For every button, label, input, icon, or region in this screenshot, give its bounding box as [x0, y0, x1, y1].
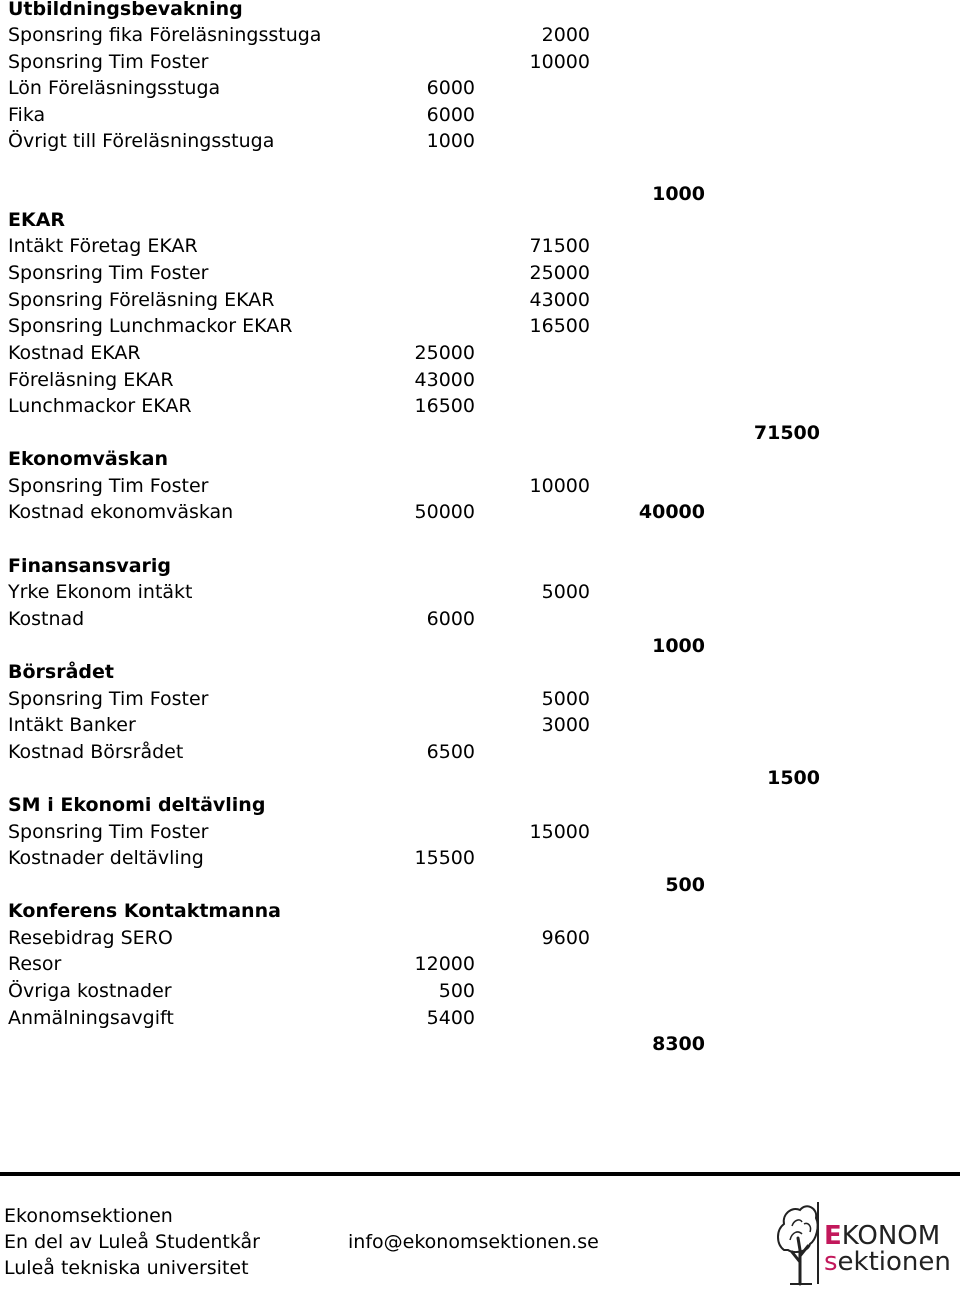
cost-value: 6000: [426, 608, 475, 630]
section-heading: [0, 446, 960, 472]
row-label: Sponsring Lunchmackor EKAR: [8, 315, 293, 337]
section-title-finansansvarig: Finansansvarig: [8, 555, 172, 577]
section-title-konferens: Konferens Kontaktmanna: [8, 900, 281, 922]
cost-value: 6000: [426, 77, 475, 99]
cost-value: 6500: [426, 741, 475, 763]
ledger-row: [0, 845, 960, 871]
footer-divider: [0, 1172, 960, 1176]
section-title-ekar: EKAR: [8, 209, 66, 231]
row-label: Yrke Ekonom intäkt: [8, 581, 193, 603]
cost-value: 43000: [414, 369, 475, 391]
ledger-row: [0, 75, 960, 101]
cost-value: 1000: [426, 130, 475, 152]
row-label: Lunchmackor EKAR: [8, 395, 192, 417]
income-value: 15000: [529, 821, 590, 843]
row-label: Sponsring fika Föreläsningsstuga: [8, 24, 322, 46]
ledger-row: [0, 606, 960, 632]
row-label: Kostnader deltävling: [8, 847, 204, 869]
cost-value: 12000: [414, 953, 475, 975]
result-ekonomvaskan: 40000: [638, 501, 705, 523]
ledger-row: [0, 49, 960, 75]
ledger-row: [0, 819, 960, 845]
row-label: Intäkt Företag EKAR: [8, 235, 198, 257]
ledger-row: [0, 499, 960, 525]
row-label: Sponsring Tim Foster: [8, 262, 209, 284]
ledger-row: [0, 128, 960, 154]
footer-org-name: Ekonomsektionen: [4, 1205, 173, 1227]
result-utbildning: 1000: [652, 183, 705, 205]
section-result-row: [0, 1031, 960, 1057]
ledger-row: [0, 712, 960, 738]
section-heading: [0, 553, 960, 579]
section-title-borsradet: Börsrådet: [8, 661, 114, 683]
footer-university: Luleå tekniska universitet: [4, 1257, 249, 1279]
ledger-row: [0, 287, 960, 313]
ledger-row: [0, 260, 960, 286]
row-label: Sponsring Föreläsning EKAR: [8, 289, 275, 311]
ledger-row: [0, 367, 960, 393]
row-label: Kostnad Börsrådet: [8, 741, 184, 763]
ledger-row: [0, 102, 960, 128]
footer-part-of: En del av Luleå Studentkår: [4, 1231, 260, 1253]
income-value: 10000: [529, 51, 590, 73]
section-title-ekonomvaskan: Ekonomväskan: [8, 448, 169, 470]
ledger-row: [0, 22, 960, 48]
ledger-row: [0, 340, 960, 366]
section-heading: [0, 207, 960, 233]
ledger-row: [0, 1005, 960, 1031]
income-value: 9600: [541, 927, 590, 949]
cost-value: 25000: [414, 342, 475, 364]
ledger-row: [0, 739, 960, 765]
row-label: Resor: [8, 953, 62, 975]
row-label: Sponsring Tim Foster: [8, 475, 209, 497]
section-heading: [0, 659, 960, 685]
row-label: Kostnad ekonomväskan: [8, 501, 234, 523]
ledger-row: [0, 313, 960, 339]
row-label: Sponsring Tim Foster: [8, 688, 209, 710]
result-borsradet: 1500: [767, 767, 820, 789]
income-value: 16500: [529, 315, 590, 337]
footer-email-link[interactable]: info@ekonomsektionen.se: [348, 1231, 599, 1253]
ledger-row: [0, 393, 960, 419]
row-label: Sponsring Tim Foster: [8, 821, 209, 843]
section-result-row: [0, 765, 960, 791]
result-sm: 500: [665, 874, 705, 896]
ledger-row: [0, 579, 960, 605]
row-label: Lön Föreläsningsstuga: [8, 77, 221, 99]
row-label: Övrigt till Föreläsningsstuga: [8, 130, 275, 152]
income-value: 5000: [541, 688, 590, 710]
row-label: Sponsring Tim Foster: [8, 51, 209, 73]
income-value: 3000: [541, 714, 590, 736]
ekonomsektionen-logo: [770, 1200, 950, 1286]
result-konferens: 8300: [652, 1033, 705, 1055]
row-label: Fika: [8, 104, 46, 126]
income-value: 25000: [529, 262, 590, 284]
section-result-row: [0, 420, 960, 446]
section-result-row: [0, 181, 960, 207]
ledger-row: [0, 473, 960, 499]
result-ekar: 71500: [753, 422, 820, 444]
cost-value: 50000: [414, 501, 475, 523]
section-title-utbildning: Utbildningsbevakning: [8, 0, 243, 20]
row-label: Kostnad EKAR: [8, 342, 141, 364]
row-label: Föreläsning EKAR: [8, 369, 174, 391]
ledger-row: [0, 951, 960, 977]
income-value: 71500: [529, 235, 590, 257]
section-title-sm: SM i Ekonomi deltävling: [8, 794, 266, 816]
ledger-row: [0, 978, 960, 1004]
cost-value: 16500: [414, 395, 475, 417]
ledger-row: [0, 925, 960, 951]
section-heading: [0, 0, 960, 22]
row-label: Kostnad: [8, 608, 85, 630]
cost-value: 15500: [414, 847, 475, 869]
row-label: Anmälningsavgift: [8, 1007, 174, 1029]
result-finansansvarig: 1000: [652, 635, 705, 657]
income-value: 10000: [529, 475, 590, 497]
income-value: 2000: [541, 24, 590, 46]
logo-word-sektionen: sektionen: [824, 1247, 951, 1277]
section-heading: [0, 792, 960, 818]
section-result-row: [0, 633, 960, 659]
row-label: Övriga kostnader: [8, 980, 172, 1002]
cost-value: 6000: [426, 104, 475, 126]
ledger-row: [0, 686, 960, 712]
income-value: 43000: [529, 289, 590, 311]
cost-value: 5400: [426, 1007, 475, 1029]
row-label: Intäkt Banker: [8, 714, 136, 736]
tree-icon: [770, 1200, 820, 1286]
cost-value: 500: [438, 980, 475, 1002]
row-label: Resebidrag SERO: [8, 927, 173, 949]
ledger-row: [0, 233, 960, 259]
section-heading: [0, 898, 960, 924]
income-value: 5000: [541, 581, 590, 603]
logo-word-ekonom: EKONOM: [824, 1221, 941, 1251]
logo-divider: [817, 1202, 819, 1284]
section-result-row: [0, 872, 960, 898]
